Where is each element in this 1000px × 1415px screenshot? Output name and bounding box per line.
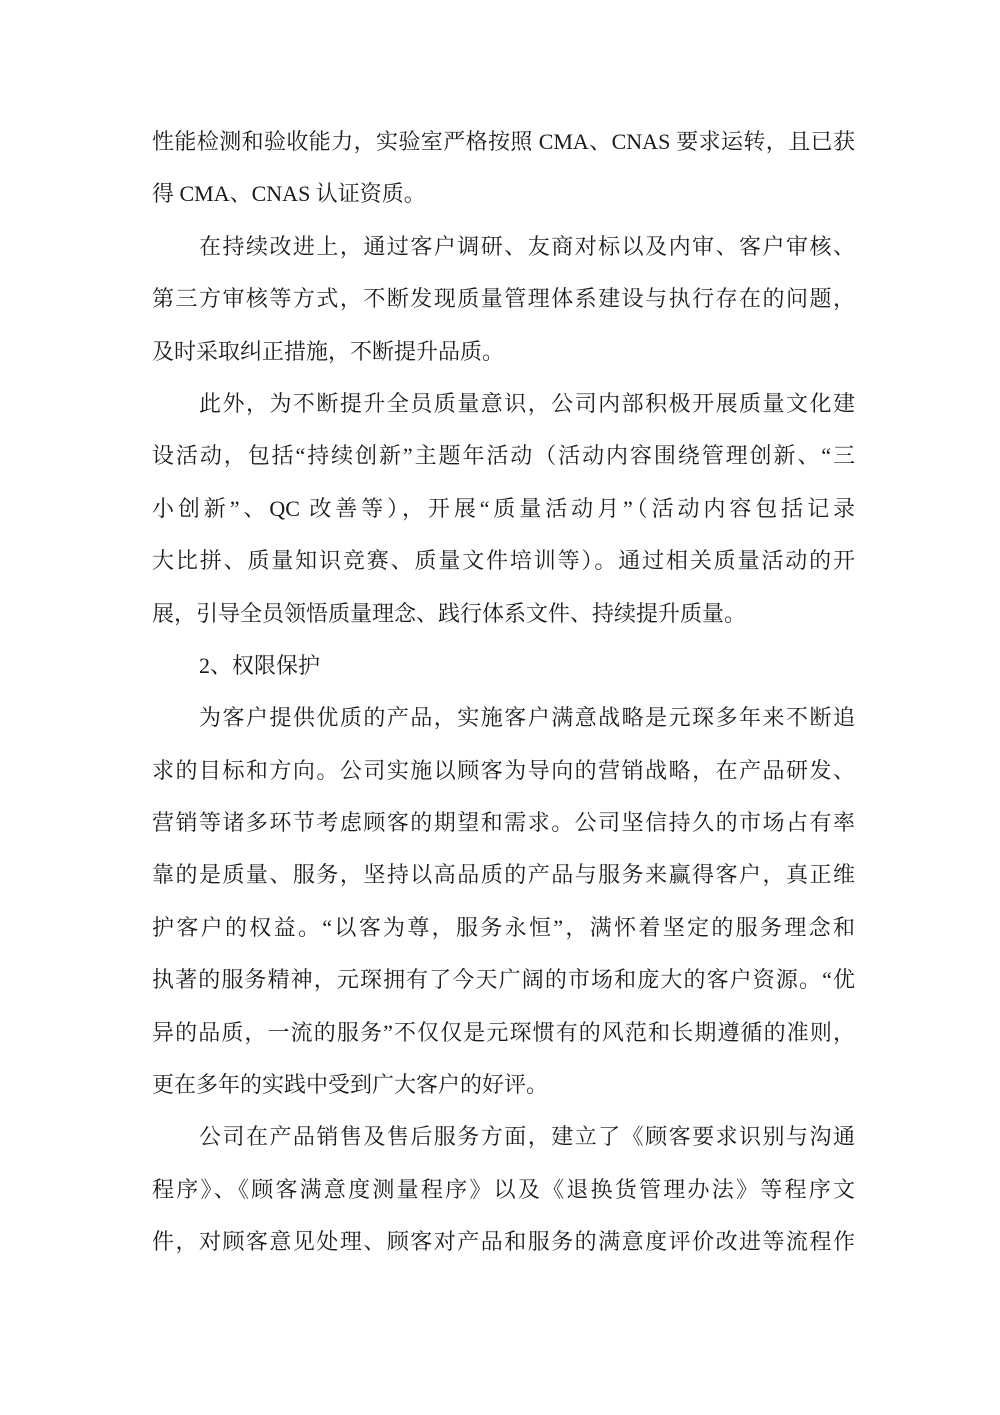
- text-line: 在持续改进上，通过客户调研、友商对标以及内审、客户审核、: [199, 233, 855, 259]
- section-heading: 2、权限保护: [199, 652, 321, 678]
- text-line: 程序》、《顾客满意度测量程序》以及《退换货管理办法》等程序文: [152, 1176, 855, 1202]
- text-line: 第三方审核等方式，不断发现质量管理体系建设与执行存在的问题，: [152, 286, 855, 312]
- text-line: 小创新”、QC 改善等），开展“质量活动月”（活动内容包括记录: [152, 495, 855, 521]
- text-line: 异的品质，一流的服务”不仅仅是元琛惯有的风范和长期遵循的准则，: [152, 1019, 855, 1045]
- text-line: 公司在产品销售及售后服务方面，建立了《顾客要求识别与沟通: [199, 1124, 855, 1150]
- text-line: 为客户提供优质的产品，实施客户满意战略是元琛多年来不断追: [199, 705, 855, 731]
- text-line: 大比拼、质量知识竞赛、质量文件培训等）。通过相关质量活动的开: [152, 548, 855, 574]
- text-line: 件，对顾客意见处理、顾客对产品和服务的满意度评价改进等流程作: [152, 1229, 855, 1255]
- text-line: 求的目标和方向。公司实施以顾客为导向的营销战略，在产品研发、: [152, 757, 855, 783]
- text-line: 靠的是质量、服务，坚持以高品质的产品与服务来赢得客户，真正维: [152, 862, 855, 888]
- text-line: 得 CMA、CNAS 认证资质。: [152, 181, 426, 207]
- document-text-block: [152, 116, 855, 1269]
- text-line: 营销等诸多环节考虑顾客的期望和需求。公司坚信持久的市场占有率: [152, 810, 855, 836]
- text-line: 性能检测和验收能力，实验室严格按照 CMA、CNAS 要求运转，且已获: [152, 129, 855, 154]
- text-line: 展，引导全员领悟质量理念、践行体系文件、持续提升质量。: [152, 600, 747, 626]
- text-line: 设活动，包括“持续创新”主题年活动（活动内容围绕管理创新、“三: [152, 443, 855, 469]
- text-line: 此外，为不断提升全员质量意识，公司内部积极开展质量文化建: [199, 390, 855, 416]
- text-line: 更在多年的实践中受到广大客户的好评。: [152, 1072, 549, 1098]
- text-line: 及时采取纠正措施，不断提升品质。: [152, 338, 505, 364]
- text-line: 执著的服务精神，元琛拥有了今天广阔的市场和庞大的客户资源。“优: [152, 967, 855, 993]
- text-line: 护客户的权益。“以客为尊，服务永恒”，满怀着坚定的服务理念和: [152, 914, 855, 940]
